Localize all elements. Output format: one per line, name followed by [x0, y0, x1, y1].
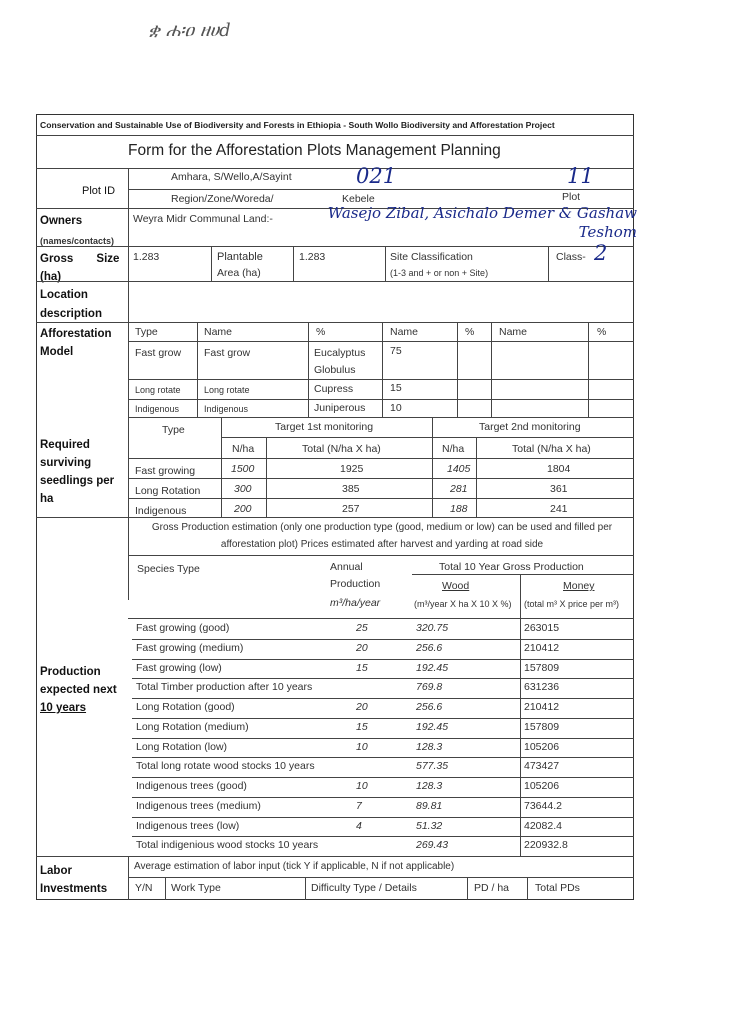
production-row-wood: 128.3 [416, 740, 443, 753]
production-row-species: Total indigenious wood stocks 10 years [136, 839, 319, 852]
model-header-type: Type [135, 326, 158, 338]
money-header: Money [563, 580, 595, 592]
model-row-pct: 10 [390, 402, 402, 414]
production-note: Gross Production estimation (only one production type (good, medium or low) can be used and filled per afforestation plot) Prices estimated after harvest and yarding at road side [151, 522, 613, 550]
row-divider [132, 797, 634, 798]
plantable-unit: Area (ha) [217, 267, 261, 279]
seedlings-row-t2: 1804 [547, 463, 571, 475]
seedlings-row-n2: 188 [450, 503, 468, 515]
production-row-annual: 25 [356, 622, 368, 634]
production-row-species: Total Timber production after 10 years [136, 681, 313, 694]
model-row-pct: 75 [390, 345, 402, 357]
species-type-header: Species Type [137, 563, 200, 575]
model-label-2: Model [40, 346, 74, 358]
seedlings-label-3: seedlings per [40, 475, 115, 487]
plantable-label: Plantable [217, 251, 263, 263]
seedlings-row-type: Fast growing [135, 465, 196, 477]
labor-label-2: Investments [40, 883, 108, 895]
production-row-wood: 320.75 [416, 622, 449, 634]
money-unit: (total m³ X price per m³) [524, 599, 620, 609]
model-header-name2: Name [390, 326, 419, 338]
seedlings-row-t1: 257 [342, 503, 360, 515]
seedlings-row-type: Long Rotation [135, 485, 201, 497]
row-divider [132, 659, 634, 660]
production-row-wood: 128.3 [416, 780, 443, 792]
seedlings-label-4: ha [40, 493, 54, 505]
form-title: Form for the Afforestation Plots Management Planning [128, 142, 501, 159]
seedlings-row-type: Indigenous [135, 505, 187, 517]
production-row-money: 105206 [524, 740, 560, 753]
production-row-annual: 4 [356, 819, 362, 832]
seedlings-row-n2: 281 [450, 483, 468, 495]
annual-header-1: Annual [330, 561, 363, 573]
location-label-1: Location [40, 289, 88, 301]
model-header-name3: Name [499, 326, 528, 338]
production-row-annual: 20 [356, 641, 368, 654]
production-row-money: 157809 [524, 661, 560, 674]
row-divider [132, 678, 634, 679]
production-row-species: Fast growing (good) [136, 622, 230, 634]
production-row-money: 73644.2 [524, 799, 562, 812]
plot-label: Plot [562, 191, 581, 203]
row-divider [132, 757, 634, 758]
production-row-species: Total long rotate wood stocks 10 years [136, 760, 315, 773]
handwritten-top-note: ቋ ሐ፡ዐ ዘሀd [148, 20, 231, 41]
labor-label-1: Labor [40, 865, 72, 877]
model-row-name: Long rotate [204, 385, 250, 395]
production-row-wood: 89.81 [416, 799, 443, 812]
model-row-type: Indigenous [135, 404, 180, 414]
production-row-species: Fast growing (low) [136, 661, 222, 674]
seedlings-type-header: Type [162, 424, 185, 436]
owners-label: Owners [40, 215, 83, 227]
row-divider [132, 698, 634, 699]
gross-production-header: Total 10 Year Gross Production [439, 561, 584, 573]
production-row-wood: 192.45 [416, 720, 449, 733]
production-row-money: 473427 [524, 760, 560, 773]
production-row-annual: 15 [356, 720, 368, 733]
row-divider [132, 836, 634, 837]
seedlings-row-t1: 1925 [340, 463, 364, 475]
seedlings-row-n2: 1405 [447, 463, 471, 475]
labor-header-yn: Y/N [135, 882, 153, 894]
class-value-handwritten: 2 [594, 241, 608, 265]
production-row-annual: 15 [356, 661, 368, 674]
seedlings-row-t2: 361 [550, 483, 568, 495]
owners-prefix: Weyra Midr Communal Land:- [133, 213, 273, 225]
seedlings-label-2: surviving [40, 457, 92, 469]
row-divider [132, 817, 634, 818]
plot-code-handwritten: 11 [567, 164, 594, 188]
production-row-species: Indigenous trees (medium) [136, 799, 261, 812]
row-divider [132, 718, 634, 719]
target1-nha-header: N/ha [232, 443, 255, 455]
gross-size-label: Gross Size [40, 253, 120, 265]
target-2nd-monitoring: Target 2nd monitoring [479, 421, 581, 433]
target-1st-monitoring: Target 1st monitoring [275, 421, 374, 433]
annual-header-3: m³/ha/year [330, 597, 381, 609]
target2-total-header: Total (N/ha X ha) [512, 443, 591, 455]
owners-handwritten: Wasejo Zibal, Asichalo Demer & Gashaw Teshom [327, 204, 637, 241]
production-row-wood: 51.32 [416, 819, 443, 832]
production-row-wood: 577.35 [416, 760, 449, 773]
model-header-name1: Name [204, 326, 233, 338]
production-row-money: 210412 [524, 701, 560, 713]
production-row-money: 631236 [524, 681, 560, 694]
model-row-name: Indigenous [204, 404, 249, 414]
production-row-money: 220932.8 [524, 839, 568, 852]
site-classification-label: Site Classification [390, 251, 473, 263]
seedlings-label-1: Required [40, 439, 90, 451]
production-row-money: 105206 [524, 780, 560, 792]
project-header: Conservation and Sustainable Use of Biodiversity and Forests in Ethiopia - South Wollo Biodiversity and Afforestation Project [40, 120, 555, 130]
target2-nha-header: N/ha [442, 443, 465, 455]
labor-note: Average estimation of labor input (tick Y if applicable, N if not applicable) [134, 861, 455, 872]
model-row-species: Eucalyptus Globulus [314, 347, 366, 376]
plot-id-label: Plot ID [82, 185, 116, 197]
seedlings-row-t1: 385 [342, 483, 360, 495]
production-row-species: Long Rotation (low) [136, 740, 228, 753]
row-divider [132, 738, 634, 739]
gross-size-unit: (ha) [40, 271, 62, 283]
class-label: Class- [556, 251, 586, 263]
location-value: Amhara, S/Wello,A/Sayint [171, 171, 292, 183]
model-header-pct2: % [465, 326, 475, 338]
production-row-money: 210412 [524, 641, 560, 654]
seedlings-row-n1: 1500 [231, 463, 255, 475]
production-row-species: Fast growing (medium) [136, 641, 244, 654]
seedlings-row-t2: 241 [550, 503, 568, 515]
production-label-3: 10 years [40, 702, 87, 714]
production-row-species: Long Rotation (good) [136, 701, 235, 713]
production-row-wood: 256.6 [416, 641, 443, 654]
labor-header-pd-ha: PD / ha [474, 882, 510, 894]
production-row-annual: 7 [356, 799, 362, 812]
production-row-species: Long Rotation (medium) [136, 720, 249, 733]
production-row-species: Indigenous trees (good) [136, 780, 247, 792]
seedlings-row-n1: 300 [234, 483, 252, 495]
annual-header-2: Production [330, 578, 381, 590]
production-row-annual: 10 [356, 740, 368, 753]
model-row-type: Fast grow [135, 347, 182, 359]
model-label-1: Afforestation [40, 328, 112, 340]
production-label-1: Production [40, 666, 101, 678]
model-row-type: Long rotate [135, 385, 181, 395]
row-divider [132, 777, 634, 778]
kebele-label: Kebele [342, 193, 375, 205]
production-label-2: expected next [40, 684, 117, 696]
gross-size-value: 1.283 [133, 251, 160, 263]
production-row-money: 157809 [524, 720, 560, 733]
target1-total-header: Total (N/ha X ha) [302, 443, 381, 455]
row-divider [132, 639, 634, 640]
wood-unit: (m³/year X ha X 10 X %) [414, 599, 512, 609]
model-header-pct1: % [316, 326, 326, 338]
labor-header-work-type: Work Type [171, 882, 221, 894]
plot-number-handwritten: 021 [356, 164, 397, 188]
production-row-wood: 769.8 [416, 681, 443, 694]
seedlings-row-n1: 200 [234, 503, 252, 515]
site-classification-sub: (1-3 and + or non + Site) [390, 268, 489, 278]
production-row-money: 263015 [524, 622, 560, 634]
wood-header: Wood [442, 580, 470, 592]
model-row-pct: 15 [390, 382, 402, 394]
production-row-species: Indigenous trees (low) [136, 819, 240, 832]
production-row-wood: 269.43 [416, 839, 449, 852]
production-row-money: 42082.4 [524, 819, 562, 832]
production-row-annual: 20 [356, 701, 368, 713]
production-row-annual: 10 [356, 780, 368, 792]
model-row-name: Fast grow [204, 347, 251, 359]
location-label-2: description [40, 308, 102, 320]
labor-header-difficulty: Difficulty Type / Details [311, 882, 417, 894]
owners-sublabel: (names/contacts) [40, 236, 115, 246]
region-label: Region/Zone/Woreda/ [171, 193, 274, 205]
production-row-wood: 192.45 [416, 661, 449, 674]
labor-header-total-pds: Total PDs [535, 882, 580, 894]
production-row-wood: 256.6 [416, 701, 443, 713]
model-header-pct3: % [597, 326, 607, 338]
plantable-value: 1.283 [299, 251, 326, 263]
model-row-species: Juniperous [314, 402, 366, 414]
model-row-species: Cupress [314, 383, 354, 395]
